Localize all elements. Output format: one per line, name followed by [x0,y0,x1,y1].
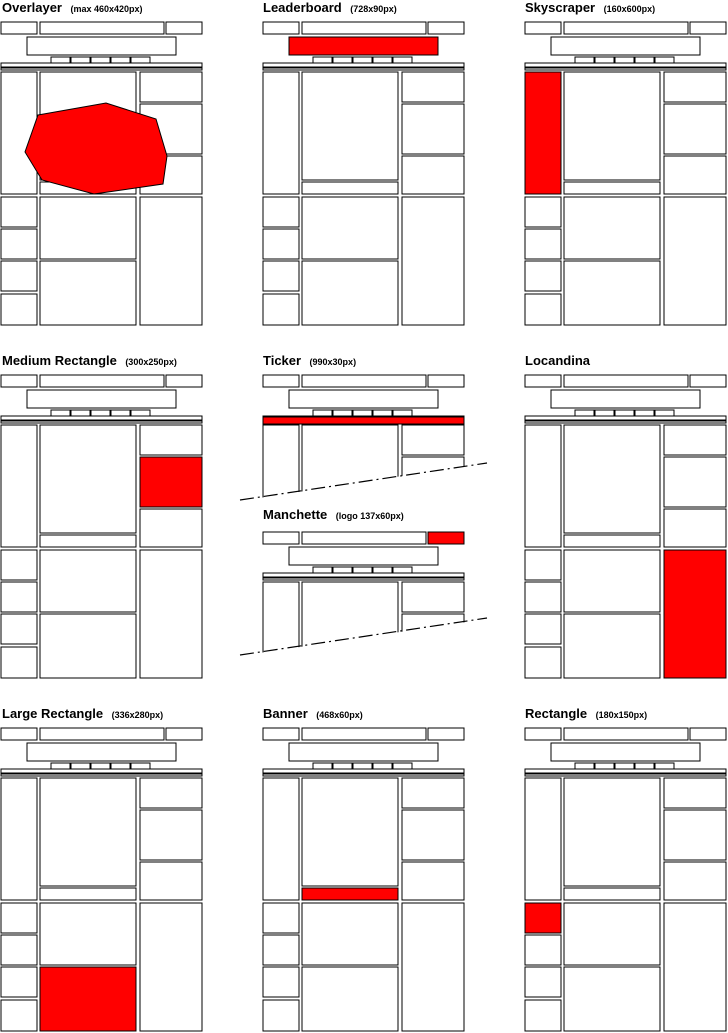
nav-tab [393,57,412,63]
nav-tab [51,763,70,769]
main-middle-box [564,197,660,259]
nav-tab [353,567,372,573]
left-small-box [525,261,561,291]
panel-medium-rectangle [1,352,202,678]
main-strip-box [564,535,660,547]
left-small-box [525,550,561,580]
nav-bar [263,573,464,577]
main-bottom-box [564,967,660,1031]
nav-tab [615,410,634,416]
logo-box [27,37,176,55]
right-box [402,778,464,808]
header-right-box [166,375,202,387]
header-right-box [690,22,726,34]
nav-tab [373,763,392,769]
logo-box [289,743,438,761]
ad-rectangle [525,903,561,933]
page-mockup [1,375,202,678]
left-small-box [525,197,561,227]
right-box [664,862,726,900]
panel-leaderboard [263,0,464,325]
nav-bar-under [525,774,726,776]
nav-tab [655,57,674,63]
right-column-box [140,903,202,1031]
main-bottom-box [302,967,398,1031]
right-column-box [402,197,464,325]
left-small-box [1,261,37,291]
nav-tab [655,763,674,769]
nav-tab [575,57,594,63]
ad-leaderboard [289,37,438,55]
main-article-box [564,778,660,886]
left-small-box [1,903,37,933]
main-middle-box [40,197,136,259]
main-article-box [40,425,136,533]
main-bottom-box [302,261,398,325]
nav-tab [131,410,150,416]
page-mockup-partial [240,532,487,667]
nav-tab [575,763,594,769]
left-small-box [1,1000,37,1031]
panel-rectangle-title: Rectangle [525,706,588,721]
nav-bar-under [1,421,202,423]
panel-ticker-title: Ticker [263,353,302,368]
nav-tab [313,57,332,63]
header-right-box [690,728,726,740]
right-box [664,457,726,507]
right-box [402,810,464,860]
header-center-box [302,728,426,740]
nav-tab [393,763,412,769]
left-small-box [263,1000,299,1031]
nav-tab [353,57,372,63]
panel-overlayer [1,0,202,325]
nav-tab [51,57,70,63]
header-left-box [525,728,561,740]
nav-tab [393,410,412,416]
right-box [140,509,202,547]
nav-tab [615,763,634,769]
panel-locandina-title: Locandina [525,353,591,368]
right-box [664,810,726,860]
header-center-box [302,375,426,387]
nav-tab [313,567,332,573]
left-column-box [263,72,299,194]
nav-tab [595,57,614,63]
nav-tab [353,410,372,416]
nav-tab [333,410,352,416]
header-center-box [40,375,164,387]
header-left-box [263,22,299,34]
ad-medium-rectangle [140,457,202,507]
left-small-box [263,294,299,325]
nav-tab [373,410,392,416]
panel-leaderboard-dims: (728x90px) [350,4,397,14]
main-middle-box [40,550,136,612]
nav-tab [373,567,392,573]
right-column-box [664,903,726,1031]
right-box [140,810,202,860]
nav-tab [353,763,372,769]
panel-ticker-label [263,352,356,369]
panel-rectangle-label [525,705,647,722]
right-column-box [664,197,726,325]
panel-locandina [525,353,726,678]
panel-banner-title: Banner [263,706,308,721]
nav-tab [71,763,90,769]
header-left-box [263,532,299,544]
header-left-box [1,728,37,740]
header-left-box [263,375,299,387]
right-box [664,778,726,808]
panel-manchette-dims: (logo 137x60px) [335,511,404,521]
nav-bar [1,416,202,420]
header-center-box [564,375,688,387]
header-right-box [428,375,464,387]
nav-tab [111,410,130,416]
header-right-box [166,22,202,34]
panel-rectangle-dims: (180x150px) [595,710,648,720]
left-small-box [1,197,37,227]
main-strip-box [40,535,136,547]
logo-box [551,743,700,761]
page-mockup [263,728,464,1031]
panel-overlayer-dims: (max 460x420px) [70,4,143,14]
left-column-box [525,425,561,547]
header-center-box [302,22,426,34]
panel-medium-rectangle-label [2,352,177,369]
left-small-box [525,614,561,644]
right-box [140,72,202,102]
panel-medium-rectangle-dims: (300x250px) [125,357,177,367]
ad-locandina [664,550,726,678]
ad-large-rectangle [40,967,136,1031]
nav-tab [71,410,90,416]
right-box [402,156,464,194]
header-left-box [525,22,561,34]
right-box [664,156,726,194]
panel-leaderboard-title: Leaderboard [263,0,342,15]
logo-box [289,390,438,408]
right-box [664,104,726,154]
header-left-box [1,22,37,34]
left-small-box [263,197,299,227]
nav-bar-under [263,774,464,776]
panel-skyscraper-dims: (160x600px) [603,4,656,14]
ad-ticker [263,417,464,424]
nav-tab [615,57,634,63]
panel-banner-dims: (468x60px) [316,710,363,720]
nav-tab [71,57,90,63]
main-article-box [302,778,398,886]
main-article-box [564,425,660,533]
left-small-box [525,582,561,612]
nav-bar [525,416,726,420]
nav-tab [333,763,352,769]
panel-overlayer-title: Overlayer [2,0,62,15]
ad-skyscraper [525,72,561,194]
left-small-box [263,935,299,965]
right-box [402,582,464,612]
nav-bar-under [263,68,464,70]
main-article-box [40,778,136,886]
header-center-box [40,22,164,34]
ad-overlayer [25,103,167,194]
panel-large-rectangle [1,705,202,1031]
main-article-box [564,72,660,180]
main-bottom-box [40,614,136,678]
main-middle-box [564,550,660,612]
main-strip-box [40,888,136,900]
right-box [664,425,726,455]
ad-banner [302,888,398,900]
right-column-box [402,903,464,1031]
right-box [664,509,726,547]
left-small-box [263,903,299,933]
nav-tab [655,410,674,416]
page-mockup-partial [240,375,487,513]
nav-bar-under [263,578,464,580]
right-box [402,425,464,455]
main-bottom-box [40,261,136,325]
right-box [664,72,726,102]
nav-bar [263,63,464,67]
page-mockup [263,22,464,325]
nav-bar [263,769,464,773]
nav-tab [333,57,352,63]
nav-bar [1,769,202,773]
panel-large-rectangle-title: Large Rectangle [2,706,104,721]
panel-large-rectangle-label [2,705,163,722]
left-small-box [1,582,37,612]
nav-tab [91,763,110,769]
main-strip-box [564,182,660,194]
nav-tab [91,410,110,416]
panel-manchette-title: Manchette [263,507,328,522]
ad-manchette [428,532,464,544]
right-box [402,104,464,154]
main-strip-box [302,182,398,194]
panel-skyscraper [525,0,726,325]
main-bottom-box [564,614,660,678]
left-column-box [1,778,37,900]
left-column-box [263,778,299,900]
nav-bar-under [1,774,202,776]
main-strip-box [564,888,660,900]
left-small-box [1,935,37,965]
left-small-box [1,229,37,259]
header-right-box [690,375,726,387]
nav-tab [575,410,594,416]
panel-ticker [240,352,487,513]
left-small-box [525,294,561,325]
header-left-box [525,375,561,387]
panel-large-rectangle-dims: (336x280px) [111,710,164,720]
header-center-box [564,22,688,34]
header-center-box [302,532,426,544]
nav-tab [313,763,332,769]
page-mockup [525,728,726,1031]
nav-tab [111,763,130,769]
main-middle-box [564,903,660,965]
right-column-box [140,197,202,325]
panel-banner-label [263,705,363,722]
header-center-box [40,728,164,740]
left-small-box [263,967,299,997]
nav-bar [1,63,202,67]
left-small-box [1,550,37,580]
logo-box [289,547,438,565]
main-bottom-box [564,261,660,325]
header-right-box [166,728,202,740]
left-small-box [525,229,561,259]
panel-leaderboard-label [263,0,397,16]
header-left-box [263,728,299,740]
nav-tab [91,57,110,63]
panel-locandina-label [525,353,591,368]
right-box [140,862,202,900]
nav-tab [595,763,614,769]
panel-ticker-dims: (990x30px) [309,357,357,367]
panel-manchette [240,506,487,667]
header-right-box [428,728,464,740]
header-right-box [428,22,464,34]
panel-skyscraper-title: Skyscraper [525,0,596,15]
nav-bar-under [525,421,726,423]
nav-tab [373,57,392,63]
left-column-box [525,778,561,900]
panel-medium-rectangle-title: Medium Rectangle [2,353,117,368]
left-small-box [263,229,299,259]
right-box [402,72,464,102]
right-box [402,862,464,900]
nav-tab [131,57,150,63]
nav-tab [111,57,130,63]
nav-tab [595,410,614,416]
left-small-box [525,935,561,965]
logo-box [27,390,176,408]
left-column-box [1,425,37,547]
right-column-box [140,550,202,678]
nav-tab [635,763,654,769]
main-article-box [302,72,398,180]
nav-bar [525,63,726,67]
nav-tab [393,567,412,573]
panel-overlayer-label [2,0,143,16]
left-small-box [1,647,37,678]
left-small-box [1,967,37,997]
left-small-box [1,614,37,644]
panel-skyscraper-label [525,0,655,16]
main-middle-box [302,903,398,965]
logo-box [551,390,700,408]
left-small-box [525,967,561,997]
nav-tab [313,410,332,416]
right-box [140,425,202,455]
header-left-box [1,375,37,387]
nav-bar-under [1,68,202,70]
left-small-box [1,294,37,325]
nav-tab [333,567,352,573]
nav-tab [635,410,654,416]
left-small-box [525,647,561,678]
nav-tab [51,410,70,416]
logo-box [27,743,176,761]
nav-tab [635,57,654,63]
header-center-box [564,728,688,740]
nav-bar [525,769,726,773]
panel-banner [263,705,464,1031]
panel-rectangle [525,705,726,1031]
main-middle-box [302,197,398,259]
logo-box [551,37,700,55]
left-small-box [263,261,299,291]
nav-bar-under [525,68,726,70]
main-middle-box [40,903,136,965]
right-box [140,778,202,808]
nav-tab [131,763,150,769]
left-small-box [525,1000,561,1031]
